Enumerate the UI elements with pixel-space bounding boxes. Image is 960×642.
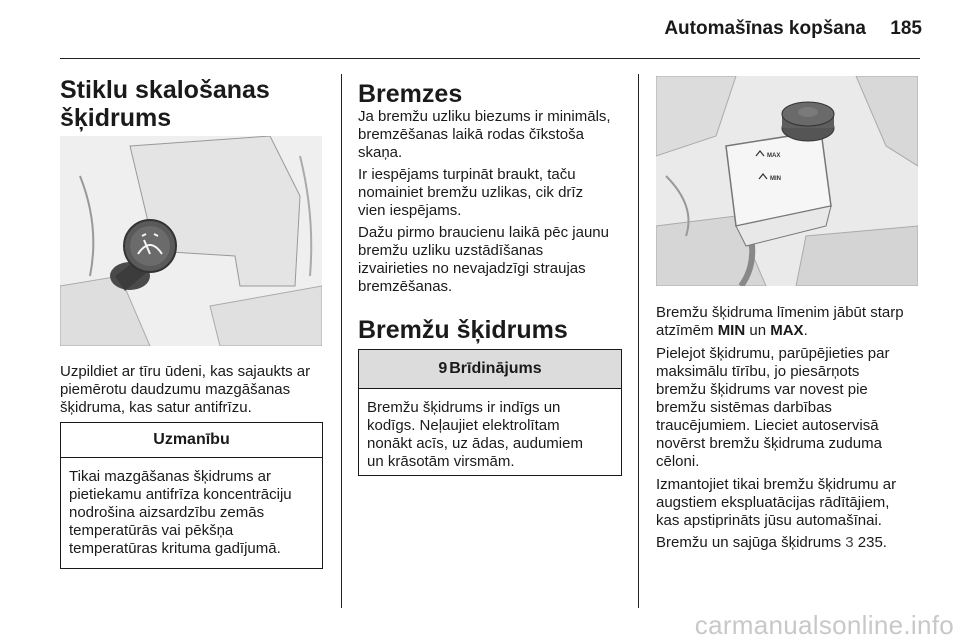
- heading-line: šķidrums: [60, 104, 172, 132]
- column-divider-right: [638, 74, 639, 608]
- page-reference-icon: 3: [845, 534, 854, 551]
- reference-page: 235.: [853, 534, 887, 551]
- text-line: Izmantojiet tikai bremžu šķidrumu ar: [656, 476, 897, 493]
- text-segment: atzīmēm: [656, 322, 718, 339]
- running-header-title: Automašīnas kopšana: [664, 18, 866, 39]
- page-number: 185: [890, 18, 922, 39]
- brake-fluid-quality-paragraph: [656, 476, 931, 530]
- text-line: Bremžu šķidrums ir indīgs un: [367, 399, 561, 416]
- warning-title: Brīdinājums: [449, 360, 542, 377]
- brake-fluid-reservoir-illustration: [656, 76, 918, 286]
- text-segment: un: [745, 322, 771, 339]
- min-mark-text: MIN: [717, 322, 746, 339]
- text-line: pietiekamu antifrīza koncentrāciju: [69, 486, 292, 503]
- brake-fluid-heading: Bremžu šķidrums: [358, 316, 568, 344]
- text-line: un krāsotām virsmām.: [367, 453, 515, 470]
- brakes-paragraph-2: [358, 166, 633, 220]
- brakes-paragraph-1: [358, 108, 633, 162]
- header-rule: [60, 58, 920, 59]
- text-line: Dažu pirmo braucienu laikā pēc jaunu: [358, 224, 609, 241]
- text-line: šķidruma, kas satur antifrīzu.: [60, 399, 252, 416]
- text-line: bremžu šķidrums var novest pie: [656, 381, 868, 398]
- washer-fluid-paragraph: [60, 363, 332, 417]
- notice-title: Uzmanību: [61, 423, 322, 458]
- brakes-paragraph-3: [358, 224, 633, 296]
- brake-fluid-level-paragraph: [656, 304, 931, 340]
- text-line: temperatūras krituma gadījumā.: [69, 540, 281, 557]
- notice-box: [60, 422, 323, 569]
- text-line: nodrošina aizsardzību zemās: [69, 504, 265, 521]
- text-line: kodīgs. Neļaujiet elektrolītam: [367, 417, 560, 434]
- text-line: nonākt acīs, uz ādas, audumiem: [367, 435, 583, 452]
- text-line: Bremžu šķidruma līmenim jābūt starp: [656, 304, 904, 321]
- max-mark-text: MAX: [770, 322, 804, 339]
- warning-triangle-icon: 9: [438, 360, 448, 377]
- text-line: temperatūrās vai pēkšņa: [69, 522, 234, 539]
- text-line: izvairieties no nevajadzīgi straujas: [358, 260, 586, 277]
- text-line: novērst bremžu šķidruma zuduma: [656, 435, 882, 452]
- reference-text: Bremžu un sajūga šķidrums: [656, 534, 846, 551]
- cross-reference[interactable]: [656, 534, 931, 552]
- text-line: [656, 322, 931, 340]
- text-line: Uzpildiet ar tīru ūdeni, kas sajaukts ar: [60, 363, 311, 380]
- heading-line: Stiklu skalošanas: [60, 76, 270, 104]
- text-segment: .: [803, 322, 808, 339]
- warning-header: [359, 350, 621, 389]
- text-line: cēloni.: [656, 453, 700, 470]
- text-line: bremžu uzliku uzstādīšanas: [358, 242, 544, 259]
- text-line: vien iespējams.: [358, 202, 462, 219]
- warning-box: [358, 349, 622, 476]
- text-line: Pielejot šķidrumu, parūpējieties par: [656, 345, 890, 362]
- text-line: bremzēšanas.: [358, 278, 453, 295]
- text-line: skaņa.: [358, 144, 403, 161]
- washer-reservoir-illustration: [60, 136, 322, 346]
- min-level-label: MIN: [770, 176, 781, 182]
- brake-fluid-cleanliness-paragraph: [656, 345, 931, 471]
- watermark: carmanualsonline.info: [694, 610, 954, 640]
- text-line: bremzēšanas laikā rodas čīkstoša: [358, 126, 584, 143]
- text-line: augstiem ekspluatācijas rādītājiem,: [656, 494, 890, 511]
- text-line: kas apstiprināts jūsu automašīnai.: [656, 512, 882, 529]
- text-line: bremžu sistēmas darbības: [656, 399, 832, 416]
- brakes-heading: Bremzes: [358, 80, 463, 108]
- text-line: nomainiet bremžu uzlikas, cik drīz: [358, 184, 584, 201]
- warning-body: [359, 389, 621, 471]
- text-line: maksimālu tīrību, jo piesārņots: [656, 363, 860, 380]
- column-divider-left: [341, 74, 342, 608]
- notice-body: [61, 458, 322, 558]
- washer-fluid-heading: [60, 76, 270, 132]
- text-line: traucējumiem. Lieciet autoservisā: [656, 417, 879, 434]
- text-line: Ir iespējams turpināt braukt, taču: [358, 166, 576, 183]
- text-line: Tikai mazgāšanas šķidrums ar: [69, 468, 272, 485]
- max-level-label: MAX: [767, 153, 781, 159]
- text-line: piemērotu daudzumu mazgāšanas: [60, 381, 291, 398]
- text-line: Ja bremžu uzliku biezums ir minimāls,: [358, 108, 611, 125]
